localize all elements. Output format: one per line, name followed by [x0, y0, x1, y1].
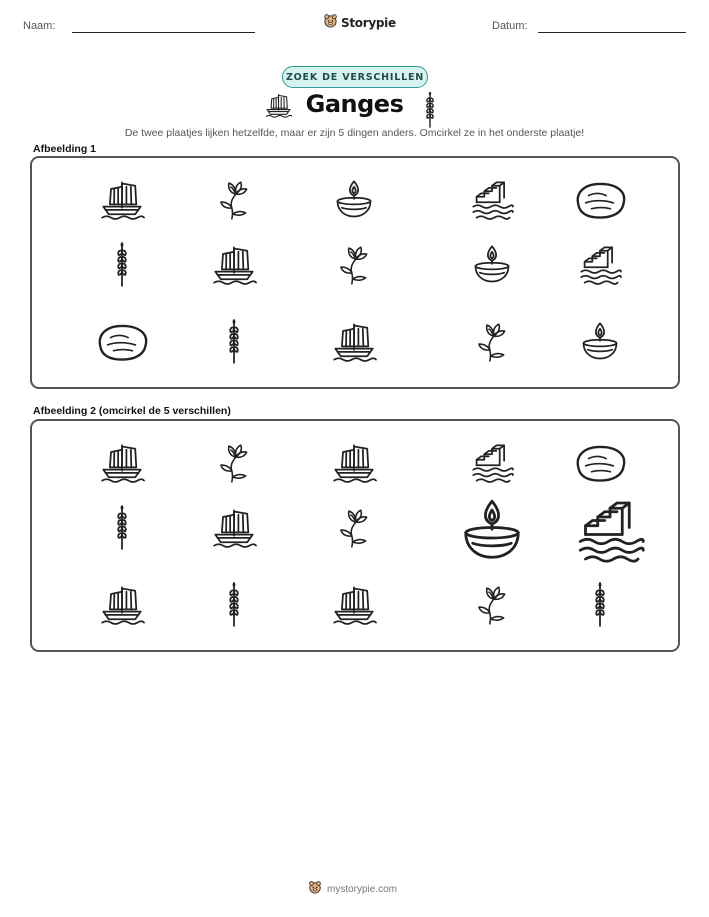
flower-icon [214, 178, 254, 222]
storypie-logo-icon [308, 880, 322, 899]
lamp-icon[interactable] [457, 496, 527, 566]
wheat-icon [111, 243, 133, 287]
boat-icon[interactable] [100, 583, 144, 627]
boat-icon [100, 178, 144, 222]
instructions: De twee plaatjes lijken hetzelfde, maar er zijn 5 dingen anders. Omcirkel ze in het onderste plaatje! [124, 127, 585, 139]
storypie-logo-icon [323, 13, 338, 33]
brand-name: Storypie [341, 16, 396, 30]
steps-icon [578, 243, 622, 287]
wheat-icon[interactable] [589, 583, 611, 627]
steps-icon [470, 178, 514, 222]
footer [308, 880, 397, 899]
stone-icon [571, 178, 630, 222]
title-row [0, 90, 709, 124]
boat-icon[interactable] [212, 506, 256, 550]
boat-icon[interactable] [100, 441, 144, 485]
footer-url[interactable]: mystorypie.com [327, 884, 398, 895]
lamp-icon [578, 320, 622, 364]
stone-icon[interactable] [571, 441, 630, 485]
date-line[interactable] [538, 32, 686, 33]
worksheet-badge: ZOEK DE VERSCHILLEN [282, 66, 428, 88]
wheat-icon[interactable] [111, 506, 133, 550]
name-line[interactable] [72, 32, 255, 33]
brand [323, 13, 396, 33]
flower-icon[interactable] [214, 441, 254, 485]
flower-icon [334, 243, 374, 287]
boat-icon [332, 320, 376, 364]
page-title: Ganges [305, 90, 404, 118]
boat-icon[interactable] [332, 583, 376, 627]
image2-label: Afbeelding 2 (omcirkel de 5 verschillen) [33, 405, 231, 417]
stone-icon [93, 320, 152, 364]
flower-icon [472, 320, 512, 364]
boat-icon [212, 243, 256, 287]
wheat-icon[interactable] [223, 583, 245, 627]
steps-icon[interactable] [470, 441, 514, 485]
name-label: Naam: [23, 20, 56, 32]
lamp-icon [332, 178, 376, 222]
image1-panel [30, 156, 680, 389]
boat-icon [265, 92, 292, 119]
steps-icon[interactable] [575, 496, 645, 566]
boat-icon[interactable] [332, 441, 376, 485]
image1-label: Afbeelding 1 [33, 143, 97, 155]
date-label: Datum: [492, 20, 528, 32]
flower-icon[interactable] [472, 583, 512, 627]
wheat-icon [421, 92, 439, 122]
lamp-icon [470, 243, 514, 287]
image2-panel[interactable] [30, 419, 680, 652]
flower-icon[interactable] [334, 506, 374, 550]
wheat-icon [223, 320, 245, 364]
